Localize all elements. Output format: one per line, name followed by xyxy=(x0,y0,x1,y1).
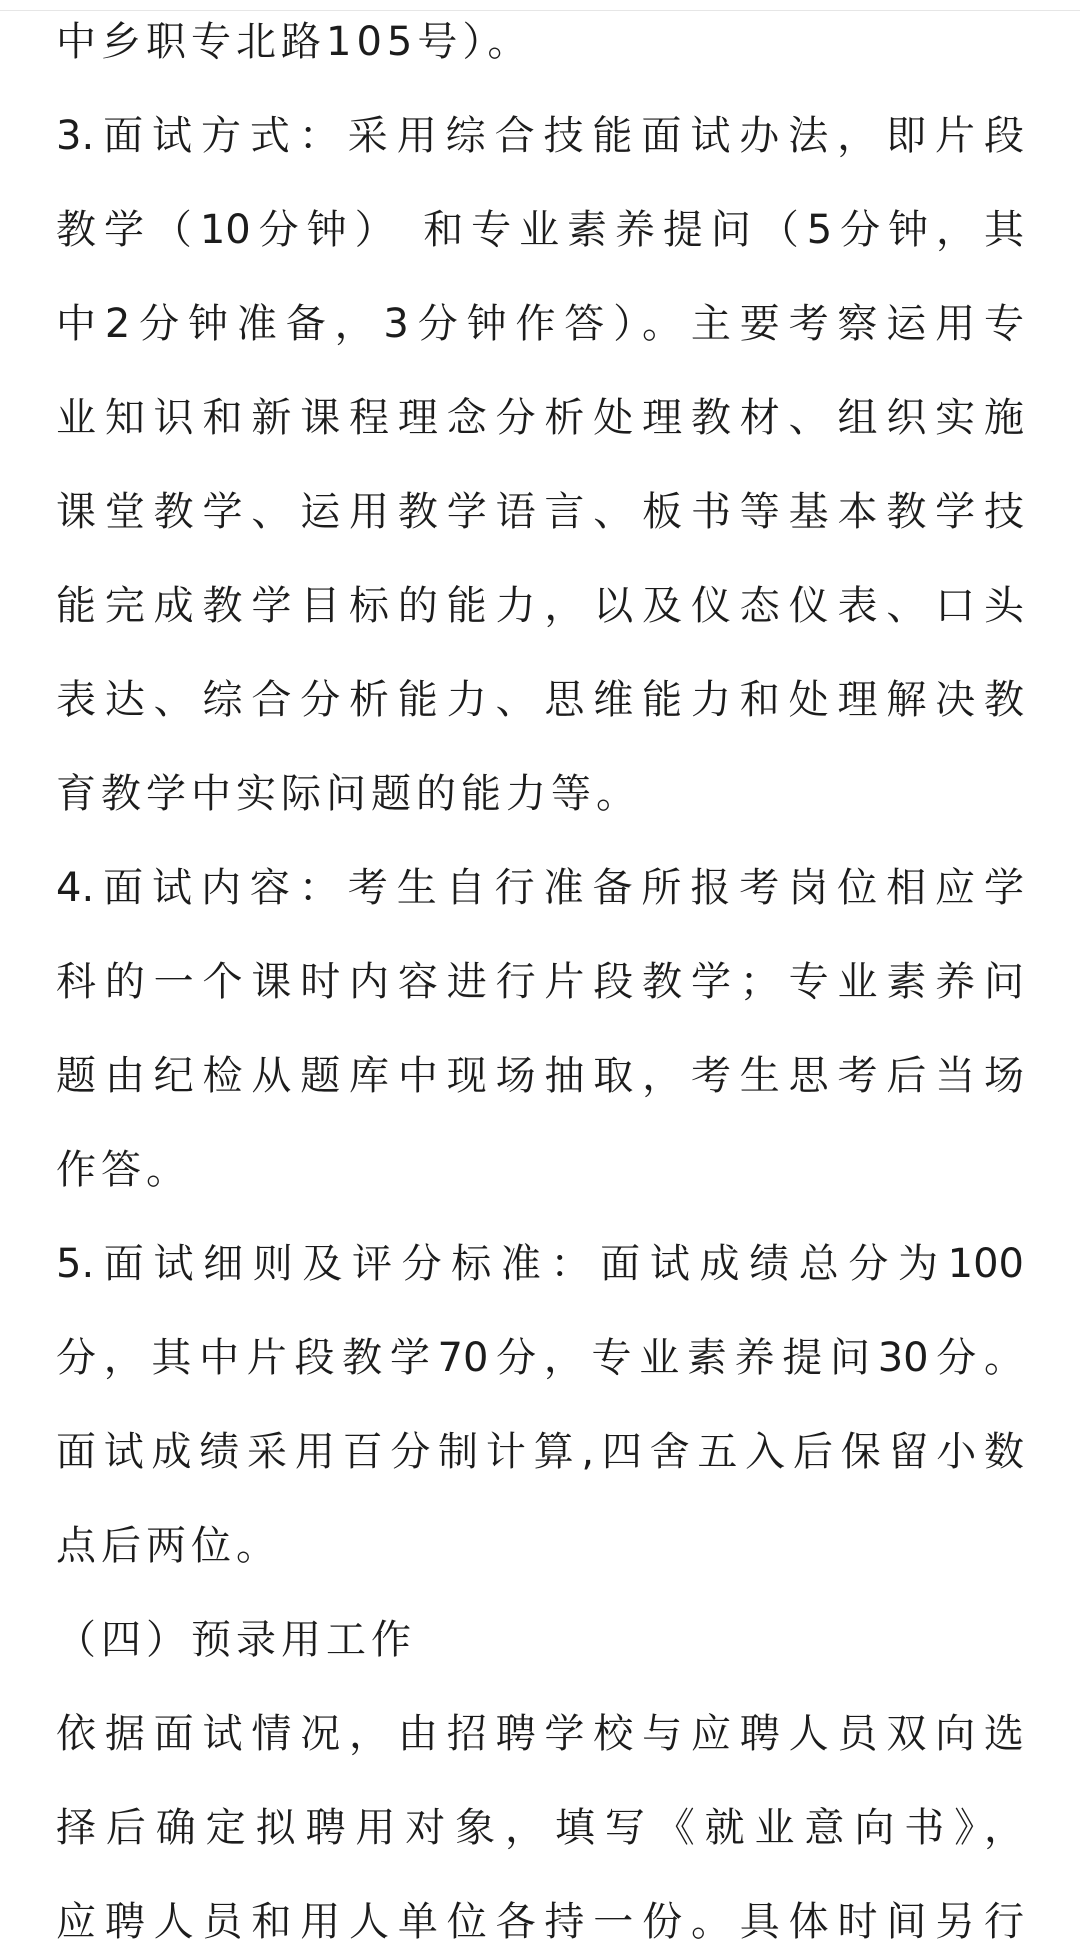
text-line: 3.面试方式：采用综合技能面试办法，即片段 xyxy=(56,113,1024,159)
text-line: 分，其中片段教学70分，专业素养提问30分。 xyxy=(56,1335,1024,1381)
section-heading: （四）预录用工作 xyxy=(56,1617,416,1663)
text-line: 能完成教学目标的能力，以及仪态仪表、口头 xyxy=(56,583,1024,629)
text-line: 5.面试细则及评分标准：面试成绩总分为100 xyxy=(56,1241,1024,1287)
text-line: 择后确定拟聘用对象，填写《就业意向书》， xyxy=(56,1805,1024,1851)
text-line: 中乡职专北路105号）。 xyxy=(56,19,533,65)
text-line: 课堂教学、运用教学语言、板书等基本教学技 xyxy=(56,489,1024,535)
text-line: 点后两位。 xyxy=(56,1523,281,1569)
text-line: 业知识和新课程理念分析处理教材、组织实施 xyxy=(56,395,1024,441)
text-line: 作答。 xyxy=(56,1147,191,1193)
text-line: 面试成绩采用百分制计算,四舍五入后保留小数 xyxy=(56,1429,1024,1475)
text-line: 中2分钟准备，3分钟作答）。主要考察运用专 xyxy=(56,301,1024,347)
text-line: 依据面试情况，由招聘学校与应聘人员双向选 xyxy=(56,1711,1024,1757)
text-line: 教学（10分钟） 和专业素养提问（5分钟，其 xyxy=(56,207,1024,253)
text-line: 表达、综合分析能力、思维能力和处理解决教 xyxy=(56,677,1024,723)
text-line: 应聘人员和用人单位各持一份。具体时间另行 xyxy=(56,1899,1024,1945)
text-line: 题由纪检从题库中现场抽取，考生思考后当场 xyxy=(56,1053,1024,1099)
text-line: 科的一个课时内容进行片段教学；专业素养问 xyxy=(56,959,1024,1005)
text-line: 4.面试内容：考生自行准备所报考岗位相应学 xyxy=(56,865,1024,911)
text-line: 育教学中实际问题的能力等。 xyxy=(56,771,641,817)
